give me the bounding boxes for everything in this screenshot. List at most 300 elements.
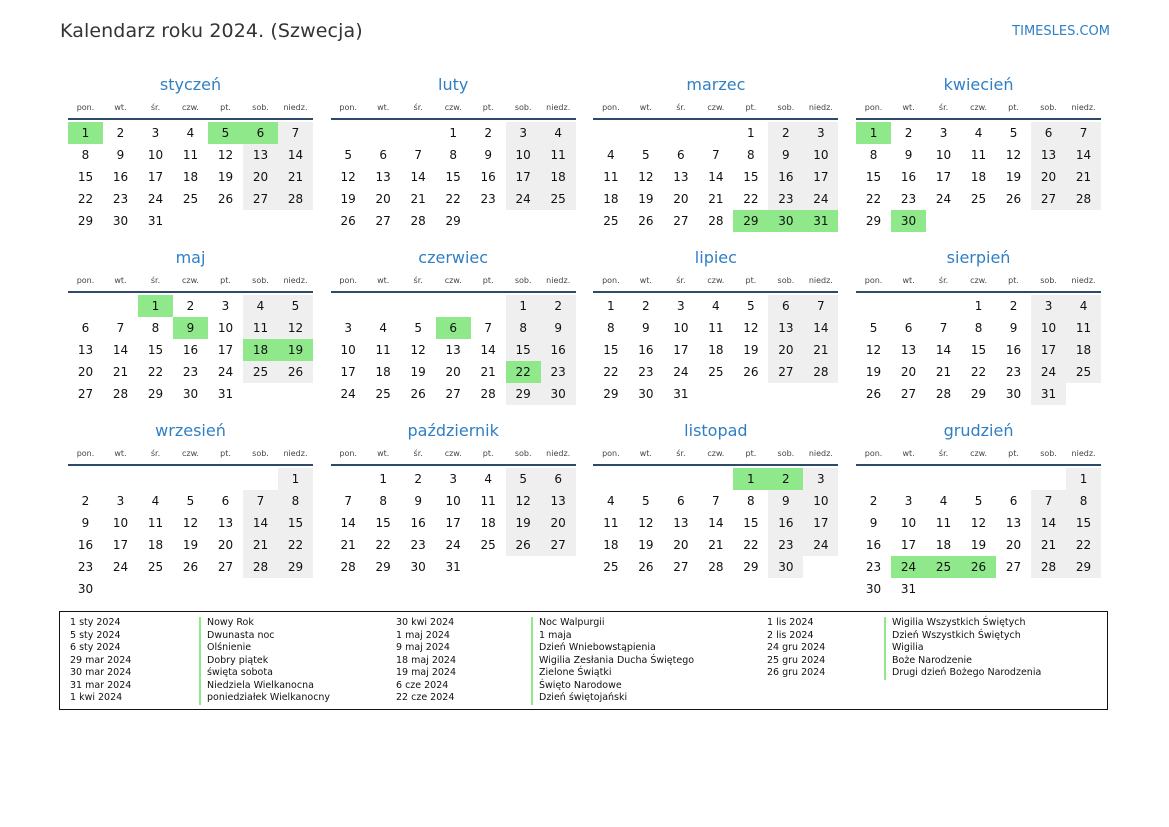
day-cell: 16 (112, 170, 129, 184)
day-cell: 13 (673, 516, 689, 530)
day-cell: 12 (506, 490, 541, 512)
weekday-label: niedz. (1071, 103, 1096, 112)
day-cell: 3 (344, 321, 352, 335)
day-cell: 10 (673, 321, 689, 335)
day-cell: 5 (869, 321, 878, 335)
day-cell: 6 (677, 494, 685, 508)
day-cell: 2 (1009, 299, 1018, 313)
day-cell: 9 (1009, 321, 1018, 335)
day-cell: 28 (480, 387, 496, 401)
day-cell: 17 (803, 166, 838, 188)
month-calendar (856, 247, 1101, 405)
holiday-name: Noc Walpurgii (531, 617, 694, 630)
day-cell: 10 (340, 343, 356, 357)
day-cell: 29 (445, 214, 461, 228)
day-cell: 28 (243, 556, 278, 578)
empty-day-cell (138, 468, 173, 490)
month-name: styczeń (159, 75, 222, 94)
holiday-day-cell: 29 (733, 210, 768, 232)
day-cell: 12 (217, 148, 234, 162)
holiday-date: 19 maj 2024 (396, 667, 457, 678)
day-cell: 17 (673, 343, 689, 357)
holiday-date: 22 cze 2024 (396, 692, 455, 703)
day-cell: 17 (112, 538, 129, 552)
day-cell: 27 (1005, 560, 1022, 574)
weekday-label: niedz. (808, 276, 833, 285)
day-cell: 3 (221, 299, 230, 313)
holiday-name: Wigilia Zesłania Ducha Świętego (531, 655, 694, 668)
day-cell: 17 (340, 365, 356, 379)
day-cell: 22 (1066, 534, 1101, 556)
day-cell: 21 (410, 192, 426, 206)
month-name: lipiec (694, 248, 737, 267)
day-cell: 7 (1031, 490, 1066, 512)
day-cell: 21 (480, 365, 496, 379)
weekday-header (593, 446, 838, 462)
empty-day-cell (401, 295, 436, 317)
day-cell: 20 (375, 192, 391, 206)
month-calendar (593, 247, 838, 405)
day-cell: 14 (935, 343, 952, 357)
weekday-label: sob. (777, 449, 795, 458)
weekday-label: niedz. (283, 103, 308, 112)
holiday-day-cell: 19 (278, 339, 313, 361)
weekday-label: sob. (777, 276, 795, 285)
day-cell: 26 (278, 361, 313, 383)
day-cell: 17 (900, 538, 917, 552)
day-cell: 28 (112, 387, 129, 401)
weekday-header (331, 446, 576, 462)
weekday-label: pon. (339, 449, 357, 458)
day-cell: 19 (970, 538, 987, 552)
day-cell: 2 (116, 126, 125, 140)
day-cell: 17 (217, 343, 234, 357)
day-cell: 6 (904, 321, 913, 335)
day-cell: 17 (803, 512, 838, 534)
day-cell: 22 (278, 534, 313, 556)
holiday-date-column (70, 617, 131, 705)
day-cell: 9 (116, 148, 125, 162)
holiday-day-cell: 1 (856, 122, 891, 144)
day-cell: 25 (603, 214, 619, 228)
day-cell: 1 (278, 468, 313, 490)
weekday-label: wt. (114, 449, 127, 458)
day-cell: 19 (638, 192, 654, 206)
day-cell: 17 (1031, 339, 1066, 361)
holiday-date: 30 kwi 2024 (396, 617, 455, 628)
weekday-label: śr. (150, 449, 161, 458)
day-cell: 10 (1031, 317, 1066, 339)
holiday-date: 31 mar 2024 (70, 679, 132, 691)
month-name: wrzesień (155, 421, 226, 440)
day-cell: 29 (743, 560, 759, 574)
day-cell: 11 (243, 317, 278, 339)
day-cell: 14 (708, 516, 724, 530)
weekday-label: śr. (676, 276, 686, 285)
holiday-name: Boże Narodzenie (884, 655, 1041, 668)
holiday-name: Dwunasta noc (199, 630, 330, 643)
day-cell: 28 (340, 560, 356, 574)
holiday-day-cell: 22 (506, 361, 541, 383)
day-cell: 2 (869, 494, 878, 508)
weekday-label: pon. (602, 449, 620, 458)
day-cell: 4 (379, 321, 387, 335)
day-cell: 24 (147, 192, 164, 206)
weekday-label: śr. (938, 276, 949, 285)
holiday-day-cell: 6 (436, 317, 471, 339)
day-cell: 2 (484, 126, 492, 140)
day-cell: 6 (379, 148, 387, 162)
day-cell: 12 (278, 317, 313, 339)
weekday-label: sob. (252, 276, 269, 285)
weekday-label: pon. (602, 103, 620, 112)
holiday-date: 1 lis 2024 (767, 617, 814, 628)
holiday-day-cell: 1 (138, 295, 173, 317)
holiday-day-cell: 5 (208, 122, 243, 144)
empty-day-cell (698, 468, 733, 490)
holiday-day-cell: 30 (768, 210, 803, 232)
site-link[interactable]: TIMESLES.COM (1012, 24, 1110, 39)
weekday-header (331, 100, 576, 116)
weekday-label: wt. (902, 276, 915, 285)
holiday-day-cell: 2 (768, 468, 803, 490)
day-cell: 8 (747, 148, 755, 162)
day-cell: 13 (900, 343, 917, 357)
weekday-label: pt. (1008, 449, 1019, 458)
day-cell: 10 (217, 321, 234, 335)
weekday-label: wt. (639, 103, 652, 112)
day-cell: 31 (673, 387, 689, 401)
weekday-label: czw. (444, 103, 462, 112)
day-cell: 30 (77, 582, 94, 596)
day-cell: 12 (182, 516, 199, 530)
day-cell: 25 (708, 365, 724, 379)
day-cell: 28 (708, 560, 724, 574)
holiday-name: Wigilia Wszystkich Świętych (884, 617, 1041, 630)
day-cell: 2 (81, 494, 90, 508)
day-cell: 19 (410, 365, 426, 379)
day-cell: 8 (506, 317, 541, 339)
day-cell: 24 (340, 387, 356, 401)
day-cell: 7 (116, 321, 125, 335)
holiday-name-column (531, 617, 694, 705)
day-cell: 23 (768, 534, 803, 556)
weekday-label: czw. (707, 276, 725, 285)
day-cell: 29 (865, 214, 882, 228)
day-cell: 1 (974, 299, 983, 313)
holiday-date: 24 gru 2024 (767, 642, 826, 653)
weekday-label: niedz. (546, 276, 571, 285)
day-cell: 9 (541, 317, 576, 339)
day-cell: 19 (217, 170, 234, 184)
holiday-day-cell: 26 (961, 556, 996, 578)
holiday-name: 1 maja (531, 630, 694, 643)
day-cell: 19 (182, 538, 199, 552)
day-cell: 8 (607, 321, 615, 335)
day-cell: 29 (970, 387, 987, 401)
weekday-header (856, 273, 1101, 289)
day-cell: 16 (410, 516, 426, 530)
empty-day-cell (366, 295, 401, 317)
month-name: sierpień (946, 248, 1011, 267)
day-cell: 29 (506, 383, 541, 405)
day-cell: 19 (506, 512, 541, 534)
holiday-name: Zielone Świątki (531, 667, 694, 680)
day-cell: 15 (147, 343, 164, 357)
day-cell: 9 (414, 494, 422, 508)
holiday-day-cell: 18 (243, 339, 278, 361)
day-cell: 11 (147, 516, 164, 530)
day-cell: 23 (865, 560, 882, 574)
day-cell: 23 (900, 192, 917, 206)
day-cell: 22 (743, 538, 759, 552)
day-cell: 21 (1066, 166, 1101, 188)
weekday-label: śr. (676, 103, 686, 112)
day-cell: 28 (1031, 556, 1066, 578)
day-cell: 21 (243, 534, 278, 556)
day-cell: 9 (768, 144, 803, 166)
day-cell: 10 (445, 494, 461, 508)
weekday-label: śr. (938, 449, 949, 458)
day-cell: 27 (673, 560, 689, 574)
holiday-name: Dzień Wniebowstąpienia (531, 642, 694, 655)
day-cell: 13 (1005, 516, 1022, 530)
day-cell: 2 (186, 299, 195, 313)
day-cell: 16 (900, 170, 917, 184)
day-grid (856, 295, 1101, 405)
day-cell: 3 (939, 126, 948, 140)
holiday-date: 18 maj 2024 (396, 654, 457, 666)
day-cell: 9 (768, 490, 803, 512)
weekday-header (331, 273, 576, 289)
weekday-label: pt. (1008, 103, 1019, 112)
empty-day-cell (856, 295, 891, 317)
day-cell: 11 (182, 148, 199, 162)
weekday-label: wt. (114, 276, 127, 285)
weekday-label: czw. (444, 276, 462, 285)
day-cell: 27 (77, 387, 94, 401)
day-cell: 9 (904, 148, 913, 162)
day-cell: 7 (1066, 122, 1101, 144)
holiday-date: 29 mar 2024 (70, 654, 132, 666)
day-cell: 18 (1066, 339, 1101, 361)
holiday-day-cell: 6 (243, 122, 278, 144)
weekday-label: pon. (864, 103, 883, 112)
day-cell: 14 (243, 512, 278, 534)
day-cell: 22 (147, 365, 164, 379)
day-cell: 11 (375, 343, 391, 357)
day-cell: 10 (935, 148, 952, 162)
month-name: marzec (686, 75, 746, 94)
weekday-label: pon. (339, 276, 357, 285)
day-cell: 22 (865, 192, 882, 206)
empty-day-cell (331, 295, 366, 317)
holiday-date-column (767, 617, 825, 680)
day-cell: 23 (638, 365, 654, 379)
weekday-label: śr. (413, 103, 423, 112)
day-cell: 13 (243, 144, 278, 166)
month-calendar (856, 74, 1101, 232)
weekday-label: śr. (676, 449, 686, 458)
day-cell: 25 (541, 188, 576, 210)
empty-day-cell (436, 295, 471, 317)
day-cell: 15 (375, 516, 391, 530)
weekday-label: sob. (514, 103, 532, 112)
weekday-header (593, 273, 838, 289)
month-calendar (68, 420, 313, 600)
day-cell: 15 (278, 512, 313, 534)
day-cell: 21 (708, 192, 724, 206)
day-cell: 16 (638, 343, 654, 357)
day-cell: 21 (803, 339, 838, 361)
holiday-date: 30 mar 2024 (70, 667, 132, 678)
day-cell: 27 (445, 387, 461, 401)
month-calendar (856, 420, 1101, 600)
empty-day-cell (961, 468, 996, 490)
day-cell: 30 (768, 556, 803, 578)
holiday-day-cell: 1 (68, 122, 103, 144)
day-cell: 27 (541, 534, 576, 556)
day-cell: 30 (865, 582, 882, 596)
empty-day-cell (996, 468, 1031, 490)
day-cell: 2 (414, 472, 422, 486)
day-cell: 11 (603, 516, 619, 530)
day-cell: 26 (743, 365, 759, 379)
day-cell: 6 (81, 321, 90, 335)
day-cell: 23 (112, 192, 129, 206)
weekday-label: pon. (76, 276, 95, 285)
day-cell: 6 (1031, 122, 1066, 144)
weekday-header (856, 100, 1101, 116)
day-cell: 18 (603, 538, 619, 552)
holiday-date: 9 maj 2024 (396, 642, 450, 653)
holiday-name-column (884, 617, 1041, 680)
day-cell: 23 (77, 560, 94, 574)
day-cell: 6 (677, 148, 685, 162)
day-cell: 18 (541, 166, 576, 188)
day-cell: 23 (410, 538, 426, 552)
day-cell: 16 (480, 170, 496, 184)
day-cell: 18 (708, 343, 724, 357)
weekday-label: pon. (864, 449, 883, 458)
weekday-label: niedz. (1071, 449, 1096, 458)
weekday-header (856, 446, 1101, 462)
day-cell: 18 (480, 516, 496, 530)
day-cell: 13 (1031, 144, 1066, 166)
holiday-date: 25 gru 2024 (767, 654, 826, 666)
day-cell: 5 (642, 494, 650, 508)
weekday-label: pon. (339, 103, 357, 112)
day-cell: 26 (410, 387, 426, 401)
month-name: luty (438, 75, 469, 94)
weekday-label: pt. (745, 103, 757, 112)
weekday-label: wt. (114, 103, 127, 112)
day-cell: 13 (77, 343, 94, 357)
day-cell: 20 (445, 365, 461, 379)
day-cell: 20 (768, 339, 803, 361)
weekday-label: czw. (707, 103, 725, 112)
day-cell: 7 (484, 321, 492, 335)
day-cell: 6 (541, 468, 576, 490)
day-cell: 21 (708, 538, 724, 552)
empty-day-cell (173, 468, 208, 490)
day-cell: 13 (217, 516, 234, 530)
weekday-label: wt. (639, 276, 652, 285)
day-cell: 4 (151, 494, 160, 508)
day-cell: 4 (974, 126, 983, 140)
day-cell: 7 (243, 490, 278, 512)
day-cell: 5 (344, 148, 352, 162)
day-cell: 30 (541, 383, 576, 405)
header-rule (331, 464, 576, 466)
weekday-label: pt. (745, 276, 757, 285)
day-cell: 11 (708, 321, 724, 335)
holiday-name: Olśnienie (199, 642, 330, 655)
day-cell: 7 (939, 321, 948, 335)
day-cell: 28 (278, 188, 313, 210)
day-cell: 8 (379, 494, 387, 508)
empty-day-cell (471, 295, 506, 317)
empty-day-cell (593, 468, 628, 490)
month-calendar (68, 247, 313, 405)
day-cell: 1 (1066, 468, 1101, 490)
day-cell: 15 (1066, 512, 1101, 534)
day-cell: 9 (81, 516, 90, 530)
day-cell: 11 (970, 148, 987, 162)
day-cell: 28 (1066, 188, 1101, 210)
day-cell: 21 (278, 166, 313, 188)
empty-day-cell (1031, 468, 1066, 490)
weekday-label: śr. (413, 449, 423, 458)
day-cell: 14 (112, 343, 129, 357)
day-cell: 8 (81, 148, 90, 162)
holiday-date: 1 maj 2024 (396, 629, 450, 641)
day-cell: 4 (607, 148, 615, 162)
day-cell: 11 (603, 170, 619, 184)
day-cell: 21 (112, 365, 129, 379)
day-cell: 4 (243, 295, 278, 317)
weekday-label: wt. (639, 449, 652, 458)
day-cell: 2 (642, 299, 650, 313)
empty-day-cell (698, 122, 733, 144)
weekday-header (593, 100, 838, 116)
day-cell: 11 (480, 494, 496, 508)
header-rule (593, 291, 838, 293)
day-cell: 17 (935, 170, 952, 184)
month-name: maj (175, 248, 206, 267)
weekday-label: czw. (182, 449, 199, 458)
day-cell: 12 (638, 170, 654, 184)
day-cell: 14 (410, 170, 426, 184)
day-cell: 14 (1066, 144, 1101, 166)
weekday-label: śr. (150, 103, 161, 112)
day-cell: 18 (935, 538, 952, 552)
day-cell: 2 (768, 122, 803, 144)
day-cell: 11 (935, 516, 952, 530)
header-rule (68, 464, 313, 466)
day-cell: 30 (638, 387, 654, 401)
day-cell: 9 (869, 516, 878, 530)
day-cell: 20 (1005, 538, 1022, 552)
day-cell: 26 (638, 560, 654, 574)
day-cell: 26 (182, 560, 199, 574)
page-title: Kalendarz roku 2024. (Szwecja) (60, 20, 363, 42)
day-cell: 25 (375, 387, 391, 401)
day-cell: 27 (900, 387, 917, 401)
day-cell: 15 (445, 170, 461, 184)
empty-day-cell (243, 468, 278, 490)
day-cell: 12 (340, 170, 356, 184)
